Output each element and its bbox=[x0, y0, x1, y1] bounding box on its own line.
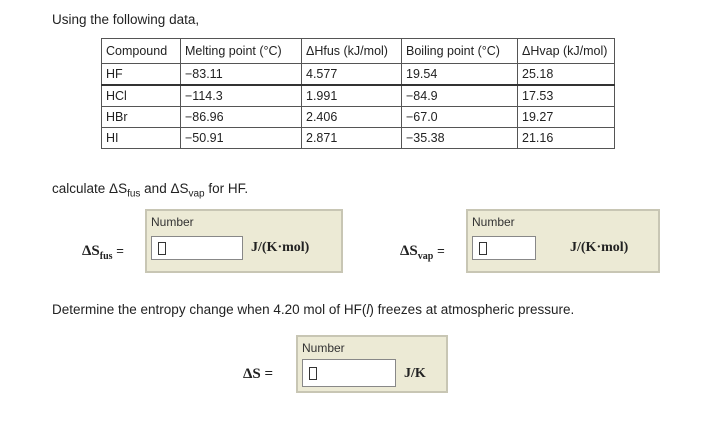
fus-subscript: fus bbox=[127, 188, 141, 200]
table-cell: 2.406 bbox=[302, 107, 402, 128]
delta-s-total-label: ΔS = bbox=[243, 366, 274, 382]
equals-sign: = bbox=[116, 243, 124, 258]
unit-label: J/(K·mol) bbox=[570, 240, 629, 255]
question-entropy-fus-vap bbox=[52, 181, 248, 200]
table-row bbox=[102, 64, 615, 86]
unit-label: J/K bbox=[404, 366, 426, 381]
delta-s-vap-input[interactable] bbox=[472, 236, 536, 260]
answer-box-vap bbox=[466, 209, 660, 273]
delta-s-symbol: ΔS bbox=[400, 243, 418, 259]
column-header: ΔHfus (kJ/mol) bbox=[302, 39, 402, 64]
liquid-state-symbol: l bbox=[366, 302, 370, 317]
table-cell: −67.0 bbox=[402, 107, 518, 128]
table-cell: 19.27 bbox=[518, 107, 615, 128]
intro-text: Using the following data, bbox=[52, 12, 200, 27]
number-label: Number bbox=[151, 215, 194, 229]
number-label: Number bbox=[472, 215, 515, 229]
column-header: ΔHvap (kJ/mol) bbox=[518, 39, 615, 64]
column-header: Compound bbox=[102, 39, 181, 64]
delta-s-fus-input[interactable] bbox=[151, 236, 243, 260]
vap-subscript: vap bbox=[188, 188, 205, 200]
table-header-row bbox=[102, 39, 615, 64]
table-cell: 2.871 bbox=[302, 128, 402, 149]
text-cursor-icon bbox=[158, 242, 166, 255]
table-cell: HCl bbox=[102, 85, 181, 107]
table-cell: −50.91 bbox=[181, 128, 302, 149]
question-text: Determine the entropy change when 4.20 mol of HF( bbox=[52, 302, 367, 317]
table-cell: 17.53 bbox=[518, 85, 615, 107]
table-cell: −114.3 bbox=[181, 85, 302, 107]
question-suffix: for HF. bbox=[204, 181, 249, 196]
table-cell: HF bbox=[102, 64, 181, 86]
answer-box-total bbox=[296, 335, 448, 393]
question-freezing-entropy bbox=[52, 302, 574, 317]
table-cell: 19.54 bbox=[402, 64, 518, 86]
table-row bbox=[102, 107, 615, 128]
table-cell: −35.38 bbox=[402, 128, 518, 149]
table-cell: 4.577 bbox=[302, 64, 402, 86]
data-table bbox=[101, 38, 615, 149]
question-mid: and bbox=[140, 181, 171, 196]
table-cell: HI bbox=[102, 128, 181, 149]
column-header: Melting point (°C) bbox=[181, 39, 302, 64]
table-cell: −86.96 bbox=[181, 107, 302, 128]
delta-s-total-input[interactable] bbox=[302, 359, 396, 387]
delta-s-symbol: ΔS bbox=[170, 181, 189, 196]
text-cursor-icon bbox=[479, 242, 487, 255]
fus-subscript: fus bbox=[99, 251, 113, 262]
equals-sign: = bbox=[437, 243, 445, 258]
table-cell: 25.18 bbox=[518, 64, 615, 86]
number-label: Number bbox=[302, 341, 345, 355]
table-row bbox=[102, 128, 615, 149]
table-cell: −84.9 bbox=[402, 85, 518, 107]
table-cell: −83.11 bbox=[181, 64, 302, 86]
unit-label: J/(K·mol) bbox=[251, 240, 310, 255]
table-cell: HBr bbox=[102, 107, 181, 128]
question-text: ) freezes at atmospheric pressure. bbox=[369, 302, 575, 317]
table-cell: 1.991 bbox=[302, 85, 402, 107]
delta-s-fus-label bbox=[82, 243, 124, 262]
vap-subscript: vap bbox=[417, 251, 434, 262]
table-row bbox=[102, 85, 615, 107]
text-cursor-icon bbox=[309, 367, 317, 380]
delta-s-vap-label bbox=[400, 243, 445, 262]
delta-s-symbol: ΔS bbox=[82, 243, 100, 259]
delta-s-symbol: ΔS bbox=[109, 181, 128, 196]
column-header: Boiling point (°C) bbox=[402, 39, 518, 64]
question-prefix: calculate bbox=[52, 181, 110, 196]
answer-box-fus bbox=[145, 209, 343, 273]
table-cell: 21.16 bbox=[518, 128, 615, 149]
